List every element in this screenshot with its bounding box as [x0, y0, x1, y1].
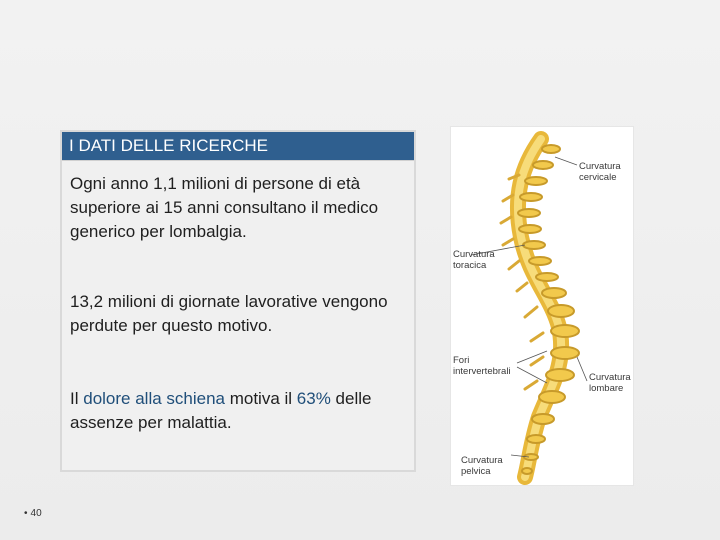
label-cervical-curve: Curvatura cervicale [579, 161, 621, 183]
page-number-value: 40 [30, 508, 42, 519]
page-number [24, 508, 42, 519]
label-thoracic-curve: Curvatura toracica [453, 249, 495, 271]
label-intervertebral-foramina: Fori intervertebrali [453, 355, 511, 377]
bullet-icon: • [24, 508, 28, 519]
label-pelvic-curve: Curvatura pelvica [461, 455, 503, 477]
paragraph-absences [70, 387, 405, 435]
research-data-panel [60, 130, 416, 472]
spine-illustration [450, 126, 634, 486]
highlight-percentage: 63% [296, 389, 331, 408]
p3-post: delle assenze per malattia. [70, 389, 372, 432]
highlight-back-pain: dolore alla schiena [83, 389, 225, 408]
p3-pre: Il [70, 389, 84, 408]
paragraph-workdays-lost: 13,2 milioni di giornate lavorative vengono perdute per questo motivo. [70, 292, 388, 335]
panel-header: I DATI DELLE RICERCHE [62, 132, 414, 161]
p3-mid: motiva il [225, 389, 297, 408]
label-lumbar-curve: Curvatura lombare [589, 372, 631, 394]
vertebrae [518, 145, 579, 474]
paragraph-consultations: Ogni anno 1,1 milioni di persone di età superiore ai 15 anni consultano il medico generico per lombalgia. [70, 174, 379, 241]
